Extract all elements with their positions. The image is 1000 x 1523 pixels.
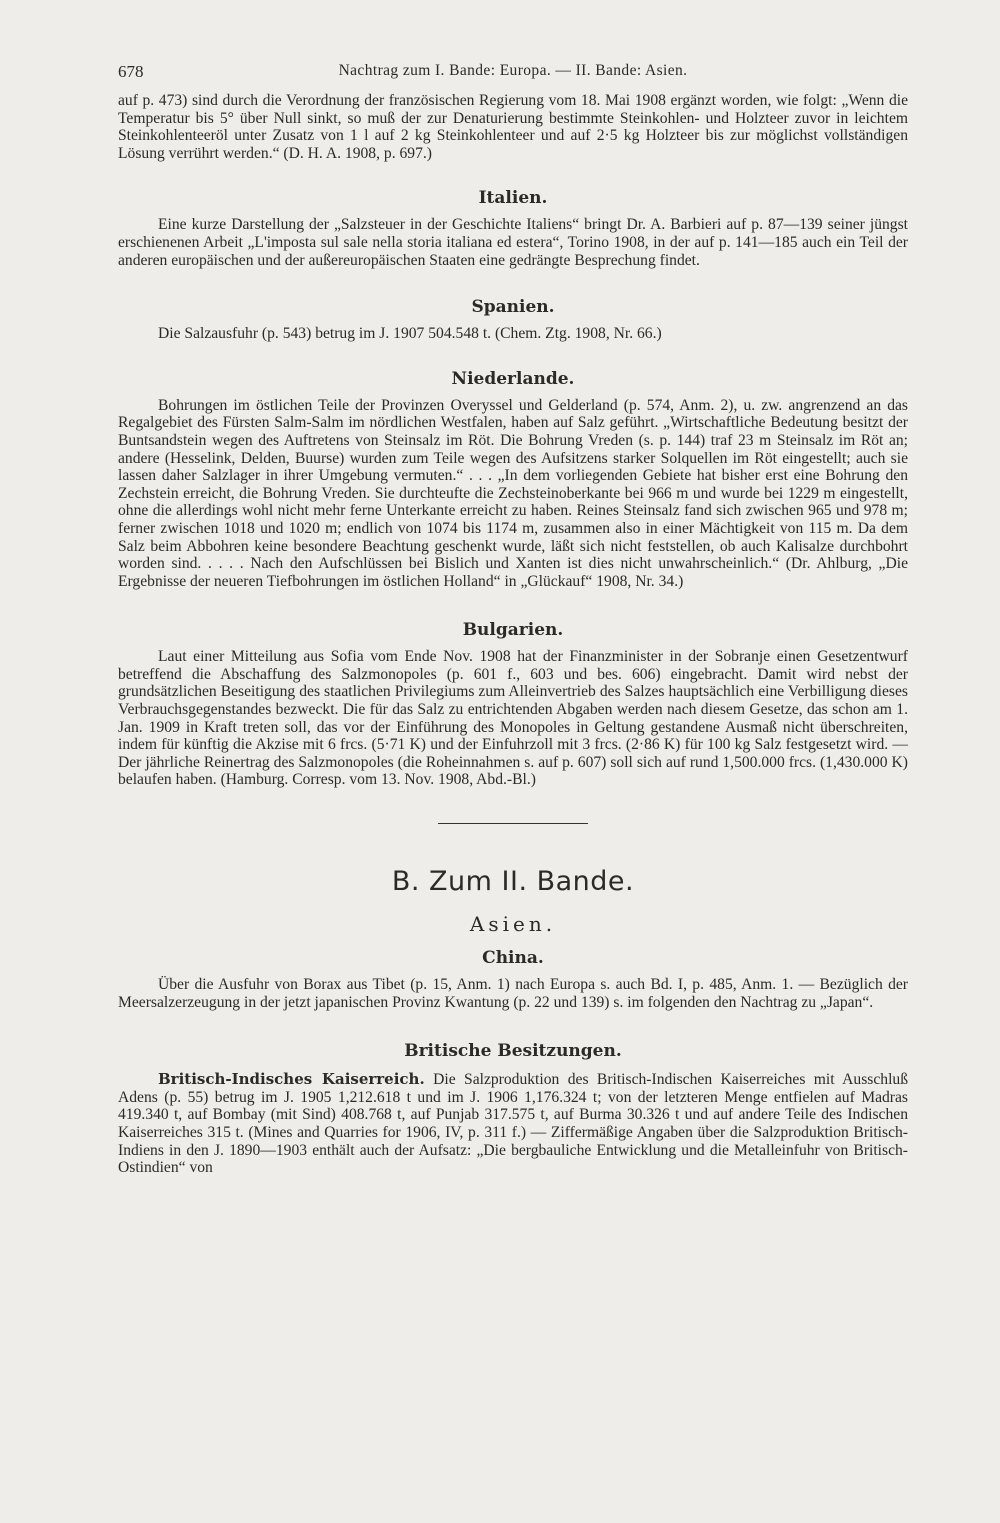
paragraph-britisch-indien-text: Die Salzproduktion des Britisch-Indischen Kaiserreiches mit Ausschluß Adens (p. 55) betrug im J. 1905 1,212.618 t und im J. 1906 1,176.324 t; von der letzteren Menge entfielen auf Madras 419.340 t, auf Bombay (mit Sind) 408.768 t, auf Punjab 317.575 t, auf Burma 30.326 t und auf andere Teile des Indischen Kaiserreiches 315 t. (Mines and Quarries for 1906, IV, p. 311 f.) — Ziffermäßige Angaben über die Salzproduktion Britisch-Indiens in den J. 1890—1903 enthält auch der Aufsatz: „Die bergbauliche Entwicklung und die Metalleinfuhr von Britisch-Ostindien“ von	[118, 1071, 908, 1177]
paragraph-britisch-indien	[118, 1071, 908, 1177]
continent-heading: Asien.	[469, 912, 557, 937]
heading-china: China.	[482, 948, 544, 969]
page-body	[118, 92, 908, 1177]
heading-bulgarien: Bulgarien.	[462, 620, 564, 641]
paragraph-spanien: Die Salzausfuhr (p. 543) betrug im J. 1907 504.548 t. (Chem. Ztg. 1908, Nr. 66.)	[158, 325, 662, 343]
section-divider	[438, 823, 588, 824]
paragraph-italien: Eine kurze Darstellung der „Salzsteuer in der Geschichte Italiens“ bringt Dr. A. Barbieri auf p. 87—139 seiner jüngst erschienenen Arbeit „L'imposta sul sale nella storia italiana ed estera“, Torino 1908, in der auf p. 141—185 auch ein Teil der anderen europäischen und der außereuropäischen Staaten eine gedrängte Besprechung findet.	[118, 216, 908, 269]
running-header	[118, 62, 908, 88]
page-number: 678	[118, 62, 144, 81]
paragraph-bulgarien: Laut einer Mitteilung aus Sofia vom Ende Nov. 1908 hat der Finanzminister in der Sobranje einen Gesetzentwurf betreffend die Abschaffung des Salzmonopoles (p. 601 f., 603 und bes. 606) eingebracht. Damit wird nebst der grundsätzlichen Beseitigung des staatlichen Privilegiums zum Alleinvertrieb des Salzes hauptsächlich eine Verbilligung dieses Verbrauchsgegenstandes bezweckt. Die für das Salz zu entrichtenden Abgaben werden nach diesem Gesetze, das schon am 1. Jan. 1909 in Kraft treten soll, das vor der Einführung des Monopoles in Geltung gestandene Ausmaß nicht überschreiten, indem für künftig die Akzise mit 6 frcs. (5·71 K) und der Einfuhrzoll mit 3 frcs. (2·86 K) für 100 kg Salz festgesetzt wird. — Der jährliche Reinertrag des Salzmonopoles (die Roheinnahmen s. auf p. 607) soll sich auf rund 1,500.000 frcs. (1,430.000 K) belaufen haben. (Hamburg. Corresp. vom 13. Nov. 1908, Abd.-Bl.)	[118, 648, 908, 789]
paragraph-france-continuation: auf p. 473) sind durch die Verordnung der französischen Regierung vom 18. Mai 1908 ergänzt worden, wie folgt: „Wenn die Temperatur bis 5° über Null sinkt, so muß der zur Denaturierung bestimmte Steinkohlen- und Holzteer zuvor in leichtem Steinkohlenteeröl unter Zusatz von 1 l auf 2 kg Steinkohlenteer und auf 2·5 kg Holzteer bis zur möglichst vollständigen Lösung verrührt werden.“ (D. H. A. 1908, p. 697.)	[118, 92, 908, 162]
heading-italien: Italien.	[478, 188, 548, 209]
paragraph-niederlande: Bohrungen im östlichen Teile der Provinzen Overyssel und Gelderland (p. 574, Anm. 2), u. zw. angrenzend an das Regalgebiet des Fürsten Salm-Salm im nördlichen Westfalen, haben auf Salz geführt. „Wirtschaftliche Bedeutung besitzt der Buntsandstein wegen des Auftretens von Steinsalz im Röt. Die Bohrung Vreden (s. p. 144) traf 23 m Steinsalz im Röt an; andere (Hesselink, Delden, Buurse) wurden zum Teile wegen des Aufsitzens starker Solquellen im Röt eingestellt; auch sie lassen daher Salzlager in ihrer Umgebung vermuten.“ . . . „In dem vorliegenden Gebiete hat bisher erst eine Bohrung den Zechstein erreicht, die Bohrung Vreden. Sie durchteufte die Zechsteinoberkante bei 966 m und wurde bei 1229 m eingestellt, ohne die allerdings wohl nicht mehr ferne Unterkante erreicht zu haben. Reines Steinsalz fand sich zwischen 965 und 978 m; ferner zwischen 1018 und 1020 m; endlich von 1074 bis 1174 m, zusammen also in einer Mächtigkeit von 115 m. Da dem Salz beim Abbohren keine besondere Beachtung geschenkt wurde, läßt sich nicht feststellen, ob auch Kalisalze durchbohrt worden sind. . . . . Nach den Aufschlüssen bei Bislich und Xanten ist dies nicht unwahrscheinlich.“ (Dr. Ahlburg, „Die Ergebnisse der neueren Tiefbohrungen im östlichen Holland“ in „Glückauf“ 1908, Nr. 34.)	[118, 396, 908, 590]
lead-britisch-indisches-kaiserreich: Britisch-Indisches Kaiserreich.	[158, 1070, 425, 1089]
paragraph-china: Über die Ausfuhr von Borax aus Tibet (p. 15, Anm. 1) nach Europa s. auch Bd. I, p. 485, Anm. 1. — Bezüglich der Meersalzerzeugung in der jetzt japanischen Provinz Kwantung (p. 22 und 139) s. im folgenden den Nachtrag zu „Japan“.	[118, 976, 908, 1011]
part-heading: B. Zum II. Bande.	[391, 866, 635, 898]
heading-spanien: Spanien.	[471, 297, 555, 318]
heading-niederlande: Niederlande.	[451, 368, 575, 389]
heading-britische-besitzungen: Britische Besitzungen.	[404, 1041, 622, 1062]
running-title: Nachtrag zum I. Bande: Europa. — II. Bande: Asien.	[338, 62, 688, 79]
